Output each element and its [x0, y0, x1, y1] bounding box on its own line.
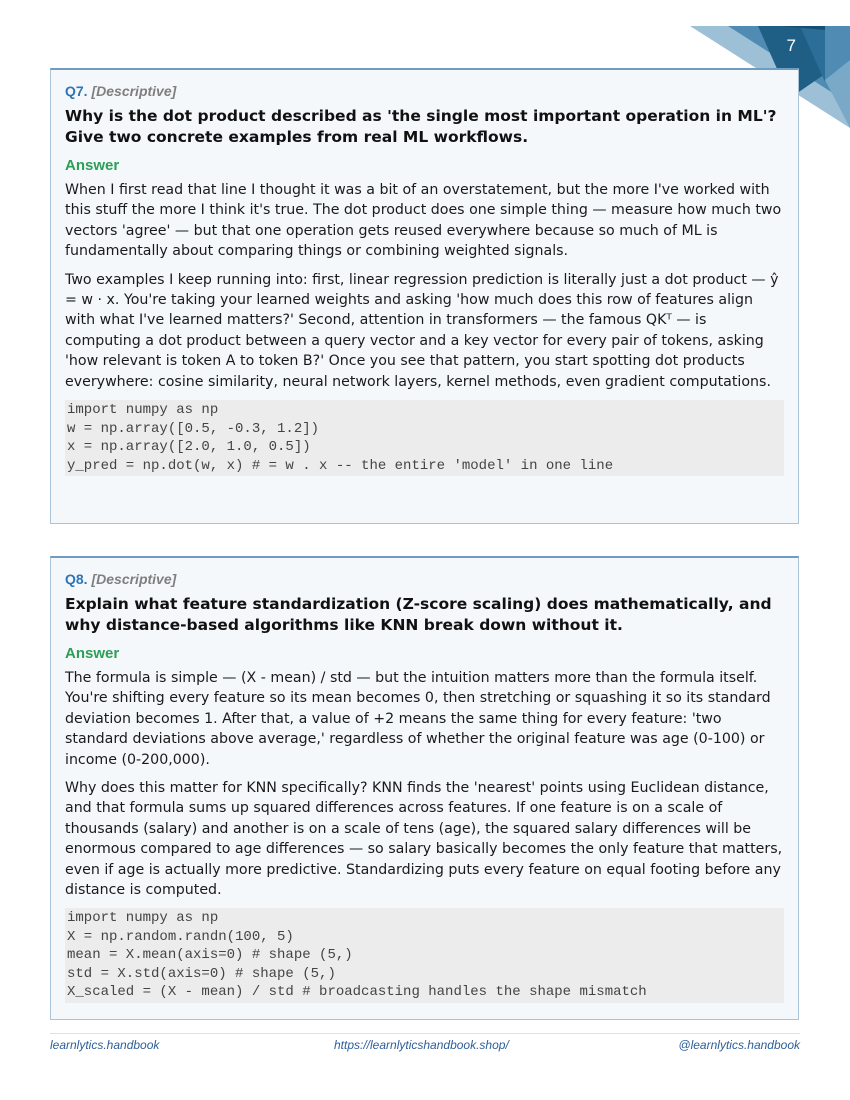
- question-number: Q8.: [65, 571, 88, 587]
- question-card-q7: [50, 68, 799, 524]
- page-number: 7: [786, 36, 796, 55]
- question-number: Q7.: [65, 83, 88, 99]
- code-line: import numpy as np: [67, 910, 219, 927]
- footer-brand-link[interactable]: learnlytics.handbook: [50, 1038, 160, 1052]
- footer-website-link[interactable]: https://learnlyticshandbook.shop/: [334, 1038, 509, 1052]
- code-block: [65, 400, 784, 476]
- answer-label: Answer: [65, 157, 120, 174]
- code-line: std = X.std(axis=0) # shape (5,): [67, 965, 336, 982]
- code-line: X_scaled = (X - mean) / std # broadcasting handles the shape mismatch: [67, 984, 647, 1001]
- question-type: [Descriptive]: [91, 571, 177, 587]
- code-block: [65, 908, 784, 1003]
- question-text: Why is the dot product described as 'the single most important operation in ML'? Give two concrete examples from real ML workflows.: [65, 107, 777, 146]
- question-card-q8: [50, 556, 799, 1020]
- code-line: X = np.random.randn(100, 5): [67, 928, 294, 945]
- code-line: import numpy as np: [67, 402, 219, 419]
- code-line: y_pred = np.dot(w, x) # = w . x -- the entire 'model' in one line: [67, 457, 614, 474]
- answer-paragraph: Why does this matter for KNN specifically? KNN finds the 'nearest' points using Euclidean distance, and that formula sums up squared differences across features. If one feature is on a scale of thousands (salary) and another is on a scale of tens (age), the squared salary differences will be enormous compared to age differences — so salary basically becomes the only feature that matters, even if age is actually more predictive. Standardizing puts every feature on equal footing before any distance is computed.: [65, 780, 783, 899]
- code-line: w = np.array([0.5, -0.3, 1.2]): [67, 420, 320, 437]
- question-tag: [65, 82, 784, 100]
- answer-paragraph: The formula is simple — (X - mean) / std — but the intuition matters more than the formula itself. You're shifting every feature so its mean becomes 0, then stretching or squashing it so its standard deviation becomes 1. After that, a value of +2 means the same thing for every feature: 'two standard deviations above average,' regardless of whether the original feature was age (0-100) or income (0-200,000).: [65, 670, 771, 768]
- code-line: x = np.array([2.0, 1.0, 0.5]): [67, 439, 311, 456]
- answer-paragraph: Two examples I keep running into: first, linear regression prediction is literally just a dot product — ŷ = w · x. You're taking your learned weights and asking 'how much does this row of features align with what I've learned matters?' Second, attention in transformers — the famous QKᵀ — is computing a dot product between a query vector and a key vector for every pair of tokens, asking 'how relevant is token A to token B?' Once you see that pattern, you start spotting dot products everywhere: cosine similarity, neural network layers, kernel methods, even gradient computations.: [65, 271, 779, 390]
- question-type: [Descriptive]: [91, 83, 177, 99]
- answer-label: Answer: [65, 645, 120, 662]
- answer-paragraph: When I first read that line I thought it was a bit of an overstatement, but the more I've worked with this stuff the more I think it's true. The dot product does one simple thing — measure how much two vectors 'agree' — but that one operation gets reused everywhere because so much of ML is fundamentally about comparing things or combining weighted signals.: [65, 182, 782, 260]
- footer-handle-link[interactable]: @learnlytics.handbook: [678, 1038, 800, 1052]
- question-tag: [65, 570, 784, 588]
- code-line: mean = X.mean(axis=0) # shape (5,): [67, 947, 353, 964]
- question-text: Explain what feature standardization (Z-score scaling) does mathematically, and why distance-based algorithms like KNN break down without it.: [65, 595, 772, 634]
- page-footer: [50, 1033, 800, 1052]
